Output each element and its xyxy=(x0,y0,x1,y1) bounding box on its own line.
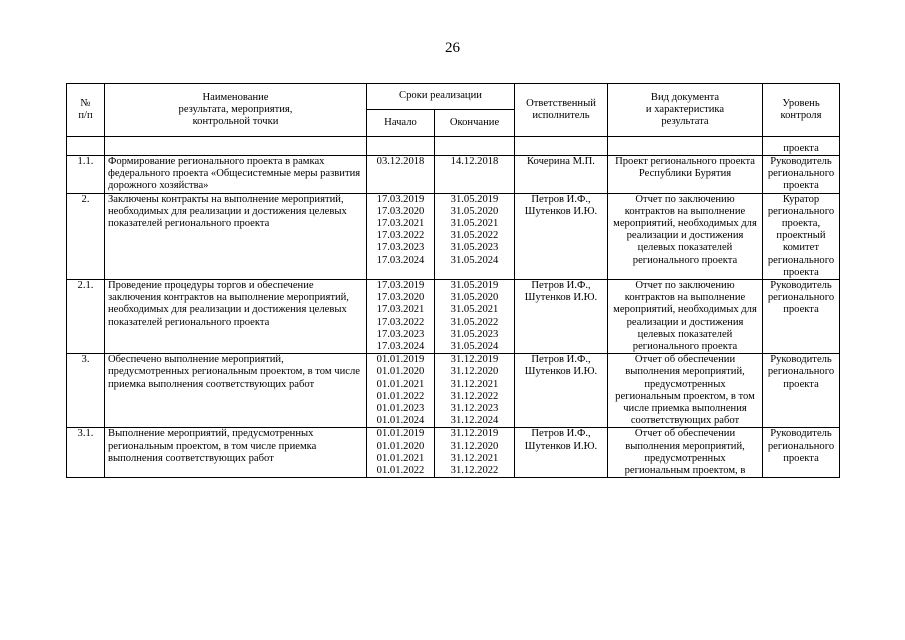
row-responsible: Петров И.Ф., Шутенков И.Ю. xyxy=(515,193,608,279)
table-row xyxy=(67,428,840,478)
row-document: Отчет об обеспечении выполнения мероприятий, предусмотренных региональным проектом, в том числе приемка выполнения соответствующих работ xyxy=(608,354,763,428)
header-start: Начало xyxy=(367,110,435,137)
row-document: Отчет об обеспечении выполнения мероприятий, предусмотренных региональным проектом, в xyxy=(608,428,763,478)
header-document: Вид документа и характеристика результата xyxy=(608,84,763,137)
continuation-level: проекта xyxy=(763,137,840,156)
table-row xyxy=(67,280,840,354)
row-document: Отчет по заключению контрактов на выполнение мероприятий, необходимых для реализации и достижения целевых показателей регионального проекта xyxy=(608,280,763,354)
row-number: 3. xyxy=(67,354,105,428)
row-name: Выполнение мероприятий, предусмотренных региональным проектом, в том числе приемка выполнения соответствующих работ xyxy=(105,428,367,478)
table-row xyxy=(67,156,840,194)
row-end-dates: 31.05.2019 31.05.2020 31.05.2021 31.05.2022 31.05.2023 31.05.2024 xyxy=(435,280,515,354)
row-number: 2. xyxy=(67,193,105,279)
row-control-level: Руководитель регионального проекта xyxy=(763,428,840,478)
row-name: Проведение процедуры торгов и обеспечение заключения контрактов на выполнение мероприятий, необходимых для реализации и достижения целевых показателей регионального проекта xyxy=(105,280,367,354)
row-start-dates: 01.01.2019 01.01.2020 01.01.2021 01.01.2022 xyxy=(367,428,435,478)
row-start-dates: 17.03.2019 17.03.2020 17.03.2021 17.03.2022 17.03.2023 17.03.2024 xyxy=(367,280,435,354)
header-control-level: Уровень контроля xyxy=(763,84,840,137)
row-end-dates: 31.12.2019 31.12.2020 31.12.2021 31.12.2022 xyxy=(435,428,515,478)
continuation-row xyxy=(67,137,840,156)
header-responsible: Ответственный исполнитель xyxy=(515,84,608,137)
row-end-dates: 31.05.2019 31.05.2020 31.05.2021 31.05.2022 31.05.2023 31.05.2024 xyxy=(435,193,515,279)
row-number: 2.1. xyxy=(67,280,105,354)
row-name: Обеспечено выполнение мероприятий, предусмотренных региональным проектом, в том числе приемка выполнения соответствующих работ xyxy=(105,354,367,428)
header-terms: Сроки реализации xyxy=(367,84,515,110)
row-start-dates: 03.12.2018 xyxy=(367,156,435,194)
row-document: Проект регионального проекта Республики Бурятия xyxy=(608,156,763,194)
header-num: № п/п xyxy=(67,84,105,137)
row-end-dates: 31.12.2019 31.12.2020 31.12.2021 31.12.2022 31.12.2023 31.12.2024 xyxy=(435,354,515,428)
row-document: Отчет по заключению контрактов на выполнение мероприятий, необходимых для реализации и достижения целевых показателей регионального проекта xyxy=(608,193,763,279)
row-name: Формирование регионального проекта в рамках федерального проекта «Общесистемные меры развития дорожного хозяйства» xyxy=(105,156,367,194)
row-control-level: Куратор регионального проекта, проектный комитет регионального проекта xyxy=(763,193,840,279)
table-row xyxy=(67,193,840,279)
row-number: 3.1. xyxy=(67,428,105,478)
row-responsible: Петров И.Ф., Шутенков И.Ю. xyxy=(515,280,608,354)
row-control-level: Руководитель регионального проекта xyxy=(763,280,840,354)
table-row xyxy=(67,354,840,428)
implementation-table xyxy=(66,83,840,478)
header-name: Наименование результата, мероприятия, контрольной точки xyxy=(105,84,367,137)
row-number: 1.1. xyxy=(67,156,105,194)
page-number: 26 xyxy=(445,40,460,56)
row-control-level: Руководитель регионального проекта xyxy=(763,156,840,194)
row-responsible: Кочерина М.П. xyxy=(515,156,608,194)
row-name: Заключены контракты на выполнение мероприятий, необходимых для реализации и достижения целевых показателей регионального проекта xyxy=(105,193,367,279)
row-end-dates: 14.12.2018 xyxy=(435,156,515,194)
row-responsible: Петров И.Ф., Шутенков И.Ю. xyxy=(515,354,608,428)
row-start-dates: 17.03.2019 17.03.2020 17.03.2021 17.03.2022 17.03.2023 17.03.2024 xyxy=(367,193,435,279)
row-responsible: Петров И.Ф., Шутенков И.Ю. xyxy=(515,428,608,478)
header-end: Окончание xyxy=(435,110,515,137)
row-control-level: Руководитель регионального проекта xyxy=(763,354,840,428)
row-start-dates: 01.01.2019 01.01.2020 01.01.2021 01.01.2022 01.01.2023 01.01.2024 xyxy=(367,354,435,428)
